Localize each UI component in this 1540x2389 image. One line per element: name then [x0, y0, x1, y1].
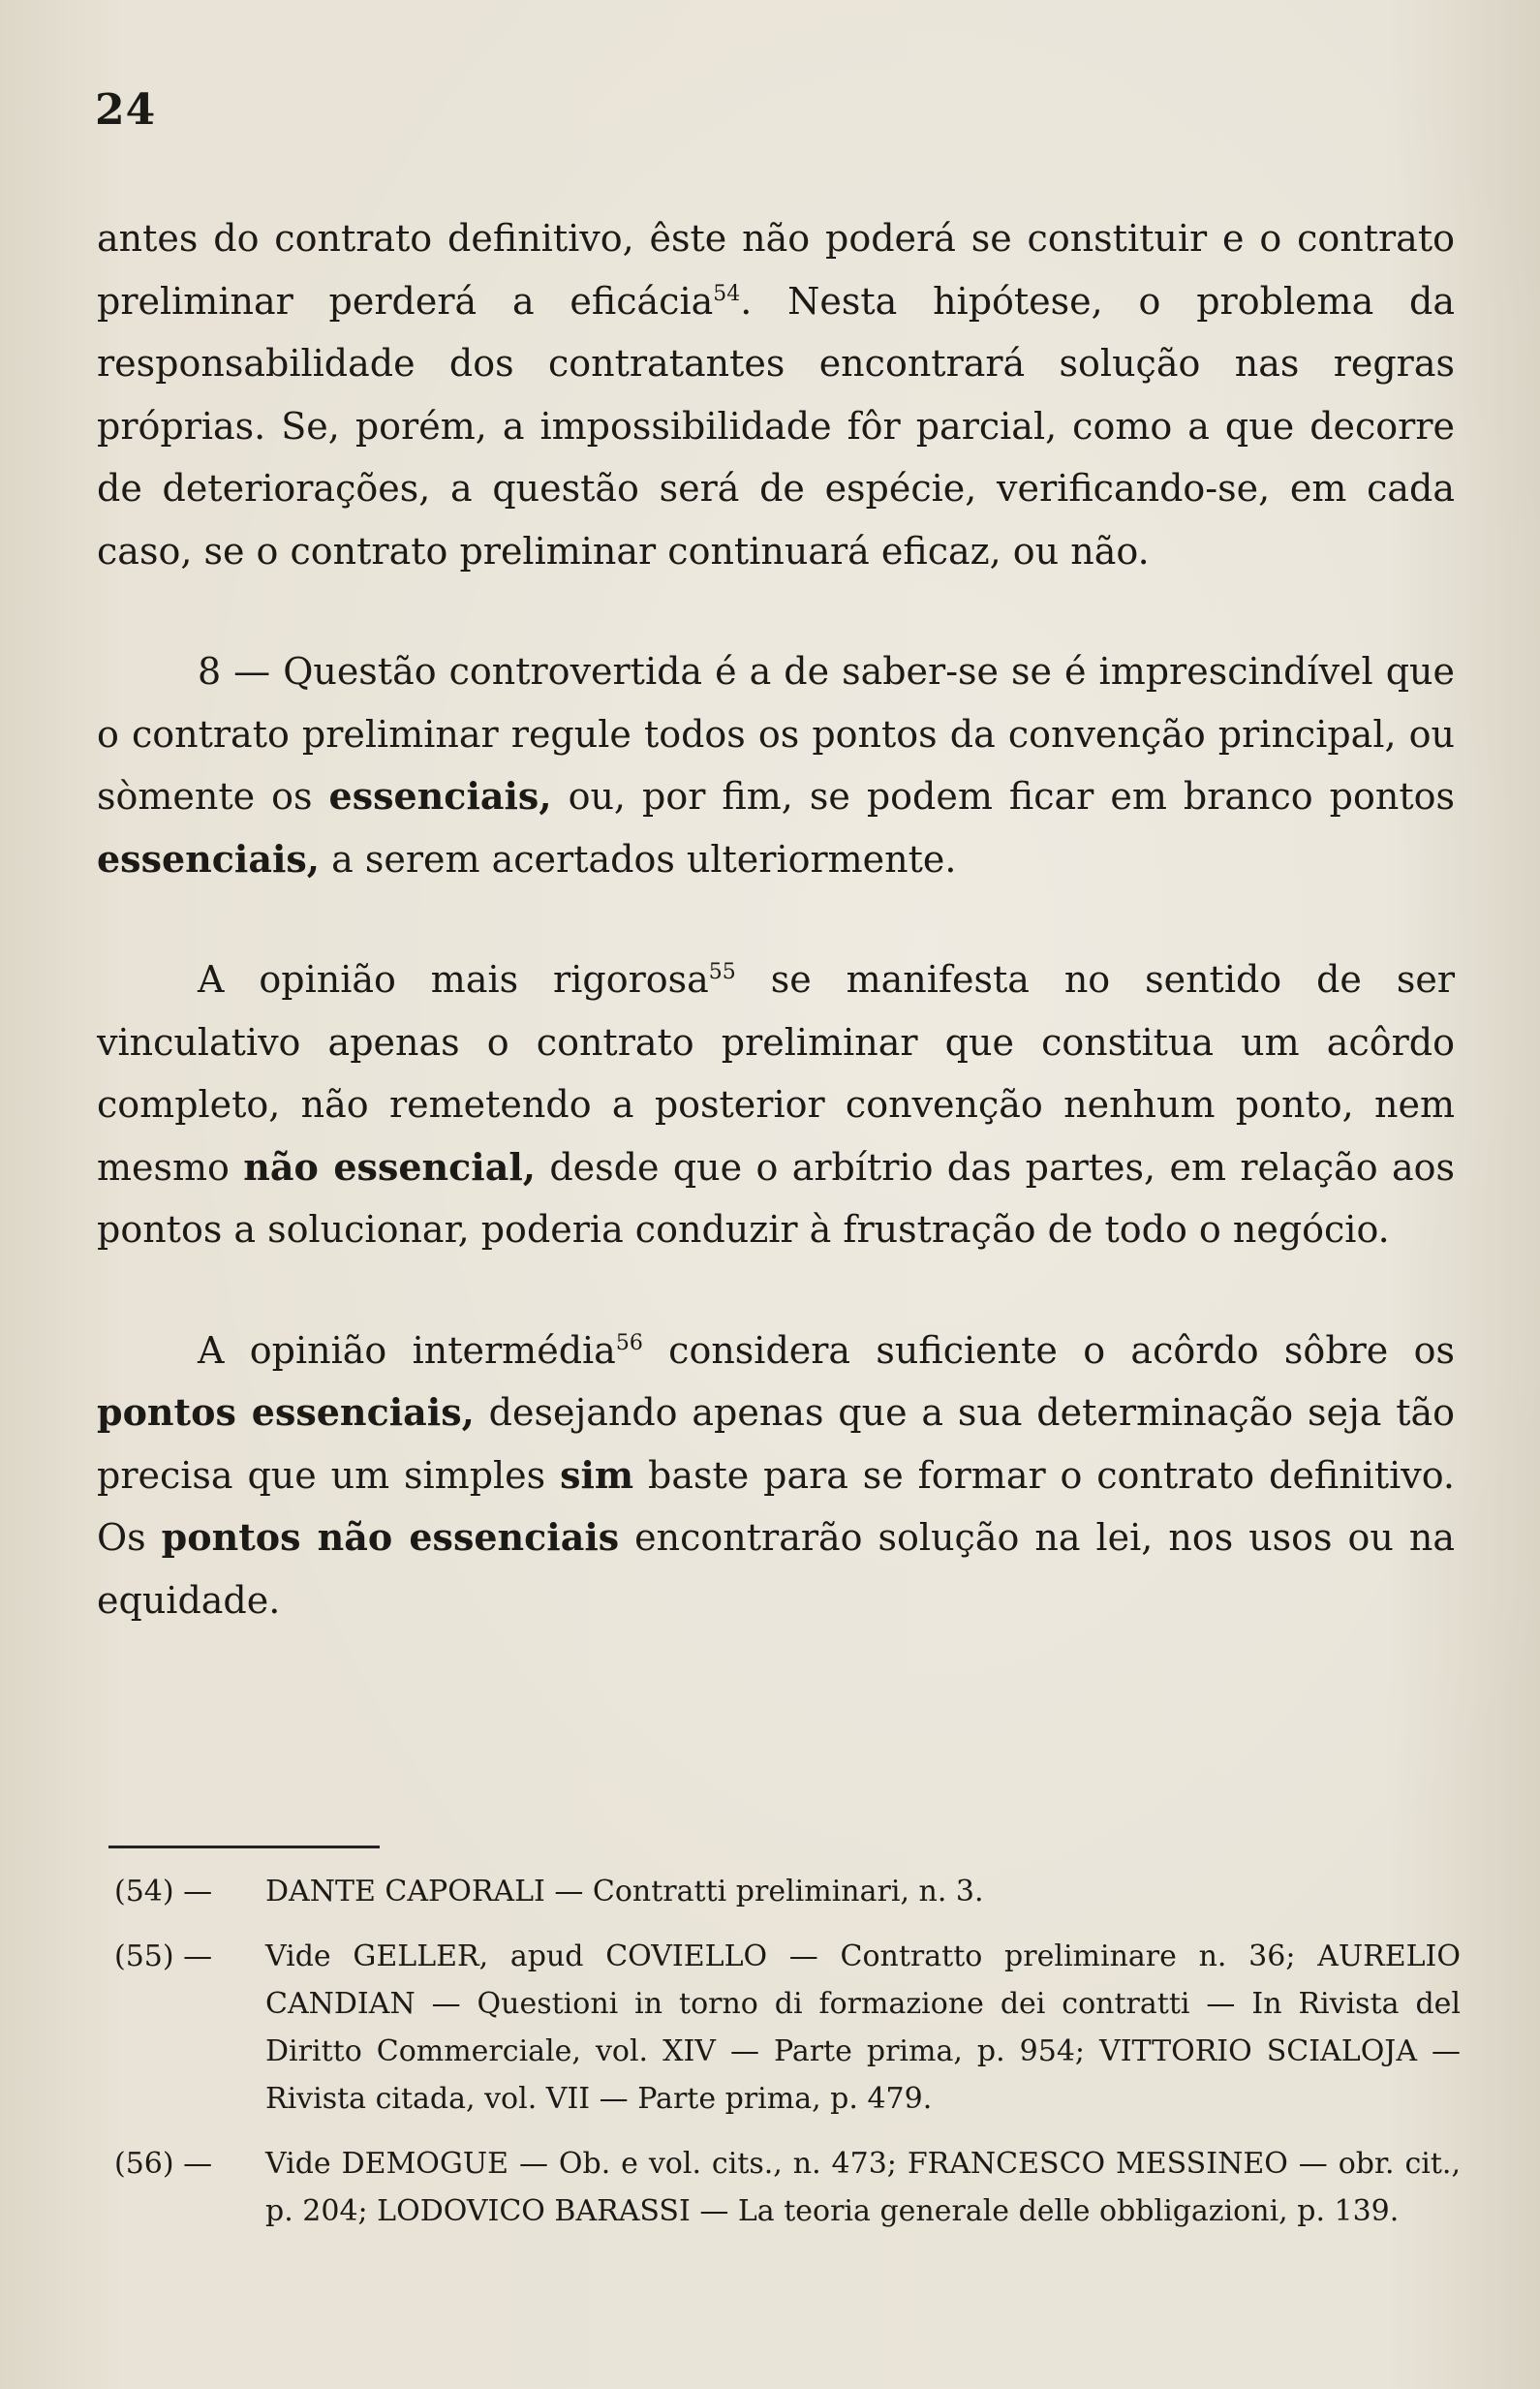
- footnote-number: (54) —: [114, 1875, 213, 1908]
- paragraph-2-text-b: ou, por fim, se podem ficar em branco pontos: [551, 775, 1455, 818]
- footnotes: [114, 1868, 1461, 2252]
- page-number: 24: [95, 85, 157, 135]
- paragraph-4-bold-2: sim: [560, 1452, 634, 1497]
- footnote-separator: [108, 1846, 380, 1848]
- paragraph-3-text-c: desde que o arbítrio das partes, em relação aos pontos a solucionar, poderia conduzir à frustração de todo o negócio.: [97, 1145, 1455, 1251]
- paragraph-3-bold-1: não essencial,: [243, 1144, 537, 1189]
- footnote-56: [114, 2140, 1461, 2235]
- paragraph-4-text-c: desejando apenas que a sua determinação seja tão precisa que um simples: [97, 1391, 1455, 1497]
- footnote-54: [114, 1868, 1461, 1915]
- paragraph-3-text-a: A opinião mais rigorosa: [198, 958, 709, 1001]
- paragraph-4-bold-1: pontos essenciais,: [97, 1390, 475, 1434]
- paragraph-2: [97, 640, 1455, 890]
- paragraph-1-text-a: antes do contrato definitivo, êste não poderá se constituir e o contrato preliminar perderá a eficácia: [97, 217, 1455, 323]
- footnote-number: (56) —: [114, 2147, 213, 2181]
- paragraph-3-text-b: se manifesta no sentido de ser vinculativo apenas o contrato preliminar que constitua um acôrdo completo, não remetendo a posterior convenção nenhum ponto, nem mesmo: [97, 958, 1455, 1189]
- footnote-ref-55[interactable]: 55: [708, 960, 736, 984]
- paragraph-2-text-a: 8 — Questão controvertida é a de saber-se se é imprescindível que o contrato preliminar regule todos os pontos da convenção principal, ou sòmente os: [97, 650, 1455, 818]
- footnote-text: Vide GELLER, apud COVIELLO — Contratto preliminare n. 36; AURELIO CANDIAN — Questioni in torno di formazione dei contratti — In Rivista del Diritto Commerciale, vol. XIV — Parte prima, p. 954; VITTORIO SCIALOJA — Rivista citada, vol. VII — Parte prima, p. 479.: [265, 1939, 1461, 2116]
- paragraph-1-text-b: . Nesta hipótese, o problema da responsabilidade dos contratantes encontrará solução nas regras próprias. Se, porém, a impossibilidade fôr parcial, como a que decorre de deteriorações, a questão será de espécie, verificando-se, em cada caso, se o contrato preliminar continuará eficaz, ou não.: [97, 279, 1455, 573]
- paragraph-4-text-d: baste para se formar o contrato definitivo. Os: [97, 1453, 1455, 1559]
- paragraph-2-text-c: a serem acertados ulteriormente.: [320, 837, 957, 881]
- paragraph-2-bold-2: essenciais,: [97, 836, 321, 881]
- footnote-text: DANTE CAPORALI — Contratti preliminari, n. 3.: [265, 1875, 984, 1908]
- main-text: [97, 207, 1455, 1631]
- paragraph-4-text-a: A opinião intermédia: [198, 1328, 616, 1372]
- paragraph-4-bold-3: pontos não essenciais: [161, 1515, 620, 1559]
- paragraph-1: [97, 207, 1455, 582]
- paragraph-4-text-e: encontrarão solução na lei, nos usos ou na equidade.: [97, 1516, 1456, 1622]
- footnote-ref-56[interactable]: 56: [615, 1330, 643, 1355]
- paragraph-4-text-b: considera suficiente o acôrdo sôbre os: [642, 1328, 1455, 1372]
- footnote-text: Vide DEMOGUE — Ob. e vol. cits., n. 473; FRANCESCO MESSINEO — obr. cit., p. 204; LODOVICO BARASSI — La teoria generale delle obbligazioni, p. 139.: [265, 2147, 1461, 2228]
- paragraph-3: [97, 948, 1455, 1261]
- footnote-number: (55) —: [114, 1939, 213, 1973]
- footnote-ref-54[interactable]: 54: [713, 281, 741, 306]
- paragraph-4: [97, 1319, 1455, 1632]
- paragraph-2-bold-1: essenciais,: [328, 774, 552, 818]
- footnote-55: [114, 1933, 1461, 2123]
